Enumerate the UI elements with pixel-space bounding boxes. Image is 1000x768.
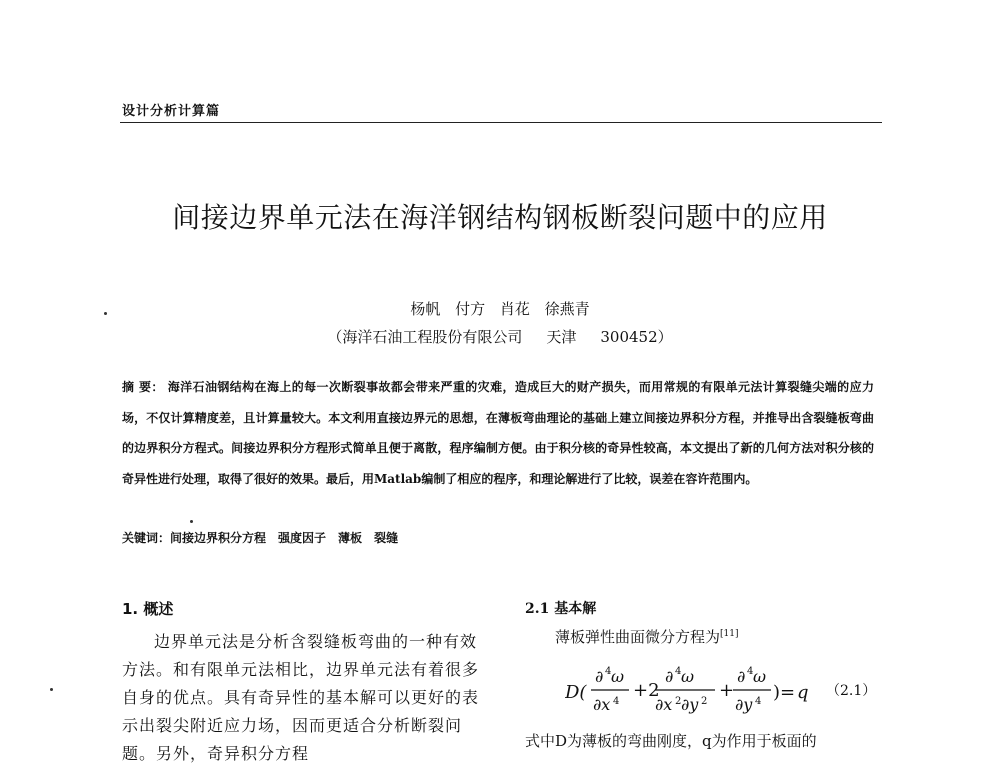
keyword: 强度因子 xyxy=(278,531,327,545)
section-1-paragraph: 边界单元法是分析含裂缝板弯曲的一种有效方法。和有限单元法相比，边界单元法有着很多自身的优点。具有奇异性的基本解可以更好的表示出裂尖附近应力场，因而更适合分析断裂问题。另外，奇异积分方程 xyxy=(122,632,480,763)
citation-ref: [11] xyxy=(720,629,739,639)
scan-speck xyxy=(104,312,107,315)
keyword: 薄板 xyxy=(338,531,363,545)
svg-text:2: 2 xyxy=(675,696,682,707)
svg-text:∂: ∂ xyxy=(595,667,604,686)
svg-text:∂y: ∂y xyxy=(735,695,753,714)
section-heading-2-1: 2.1 基本解 xyxy=(525,601,597,617)
abstract xyxy=(122,372,874,494)
section-tag: 设计分析计算篇 xyxy=(122,104,221,119)
affiliation-org: （海洋石油工程股份有限公司 xyxy=(327,328,523,346)
svg-text:D(: D( xyxy=(565,682,587,703)
equation-intro-text: 薄板弹性曲面微分方程为 xyxy=(555,628,721,646)
svg-text:ω: ω xyxy=(681,667,695,686)
svg-text:∂x: ∂x xyxy=(593,695,611,714)
equation-number: （2.1） xyxy=(826,683,877,699)
keywords-label: 关键词： xyxy=(122,531,171,545)
scan-speck xyxy=(190,520,193,523)
svg-text:ω: ω xyxy=(611,667,625,686)
scan-speck xyxy=(50,688,53,691)
section-1-body xyxy=(122,628,482,768)
keywords xyxy=(122,529,874,546)
svg-text:∂: ∂ xyxy=(737,667,746,686)
section-heading-1: 1. 概述 xyxy=(122,600,174,618)
equation-intro xyxy=(555,626,739,647)
svg-text:4: 4 xyxy=(675,666,682,677)
affiliation-postcode: 300452） xyxy=(600,328,673,346)
svg-text:∂x: ∂x xyxy=(655,695,673,714)
svg-text:∂: ∂ xyxy=(665,667,674,686)
svg-text:4: 4 xyxy=(613,696,620,707)
affiliation xyxy=(0,326,1000,347)
equation-explanation: 式中D为薄板的弯曲刚度，q为作用于板面的 xyxy=(525,732,817,750)
keyword: 间接边界积分方程 xyxy=(170,531,267,545)
svg-text:q: q xyxy=(797,682,809,703)
svg-text:4: 4 xyxy=(605,666,612,677)
abstract-label: 摘 要： xyxy=(122,380,164,394)
keyword: 裂缝 xyxy=(374,531,399,545)
svg-text:+: + xyxy=(719,680,735,701)
abstract-text: 海洋石油钢结构在海上的每一次断裂事故都会带来严重的灾难，造成巨大的财产损失，而用常规的有限单元法计算裂缝尖端的应力场，不仅计算精度差，且计算量较大。本文利用直接边界元的思想，在薄板弯曲理论的基础上建立间接边界积分方程，并推导出含裂缝板弯曲的边界积分方程式。间接边界积分方程形式简单且便于离散，程序编制方便。由于积分核的奇异性较高，本文提出了新的几何方法对积分核的奇异性进行处理，取得了很好的效果。最后，用Matlab编制了相应的程序，和理论解进行了比较，误差在容许范围内。 xyxy=(122,380,874,486)
svg-text:2: 2 xyxy=(701,696,708,707)
header-rule xyxy=(120,122,882,123)
paper-title: 间接边界单元法在海洋钢结构钢板断裂问题中的应用 xyxy=(172,201,828,234)
svg-text:∂y: ∂y xyxy=(681,695,699,714)
svg-text:4: 4 xyxy=(747,666,754,677)
affiliation-city: 天津 xyxy=(546,328,577,346)
svg-text:ω: ω xyxy=(753,667,767,686)
svg-text:)=: )= xyxy=(773,682,796,703)
svg-text:4: 4 xyxy=(755,696,762,707)
svg-text:+2: +2 xyxy=(633,680,660,701)
authors: 杨帆 付方 肖花 徐燕青 xyxy=(410,300,590,318)
